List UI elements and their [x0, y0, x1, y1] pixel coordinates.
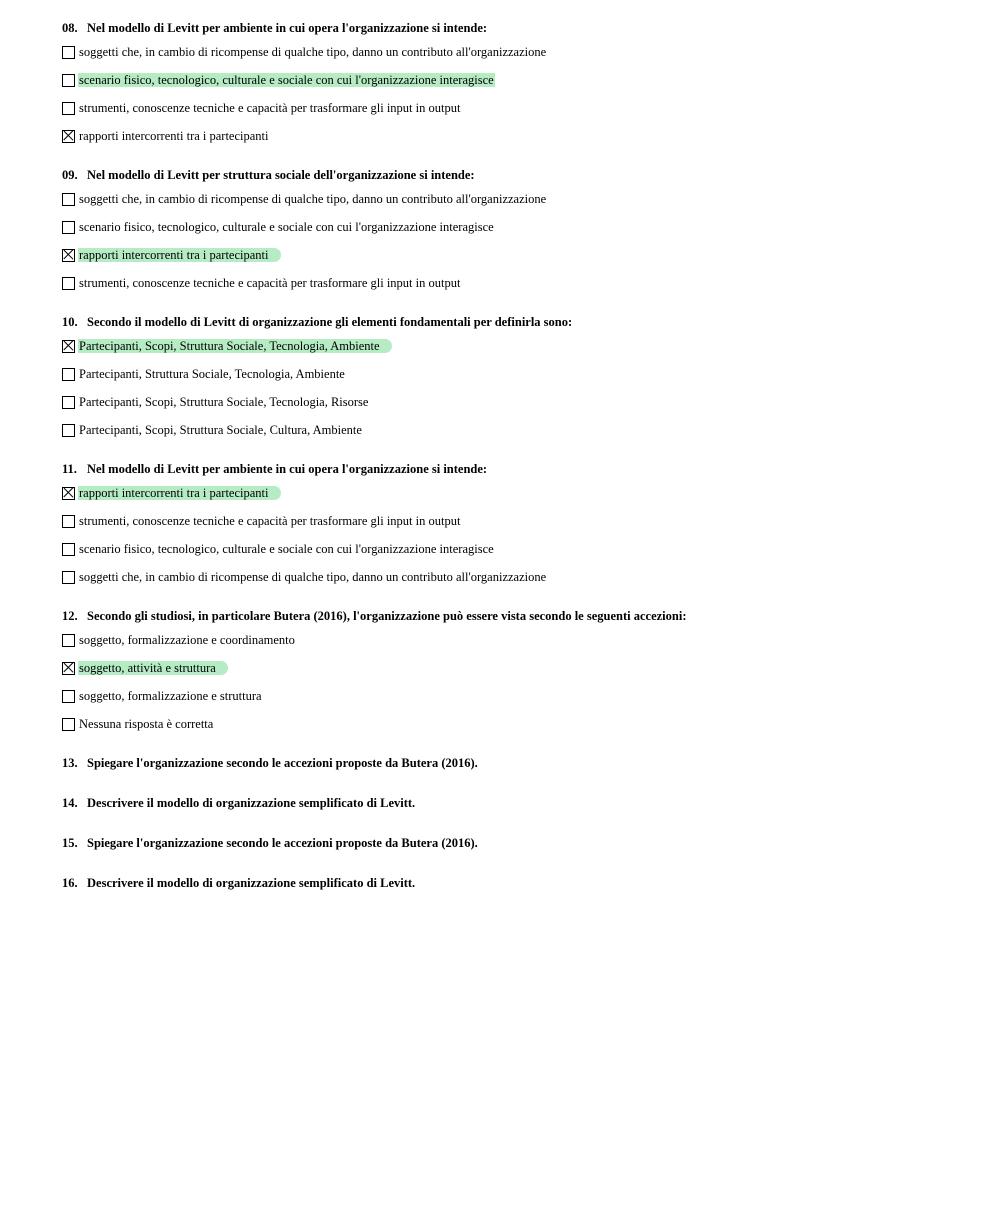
checkbox[interactable] — [62, 718, 75, 731]
question-title — [62, 20, 962, 36]
option-text: soggetto, formalizzazione e coordinamento — [79, 633, 295, 647]
answer-option[interactable] — [62, 332, 962, 360]
checkbox[interactable] — [62, 221, 75, 234]
checkbox[interactable] — [62, 571, 75, 584]
answer-option[interactable] — [62, 94, 962, 122]
checkbox[interactable] — [62, 46, 75, 59]
question-number: 12. — [62, 609, 78, 623]
question-text: Secondo il modello di Levitt di organizzazione gli elementi fondamentali per definirla sono: — [87, 315, 573, 329]
open-question-16 — [62, 875, 962, 891]
option-text-highlighted: soggetto, attività e struttura — [78, 661, 228, 675]
option-text: soggetti che, in cambio di ricompense di qualche tipo, danno un contributo all'organizzazione — [79, 570, 547, 584]
checkbox[interactable] — [62, 102, 75, 115]
checkbox[interactable] — [62, 396, 75, 409]
open-question-14 — [62, 795, 962, 811]
checkbox-checked[interactable] — [62, 130, 75, 143]
question-text: Nel modello di Levitt per ambiente in cui opera l'organizzazione si intende: — [87, 462, 488, 476]
question-number: 09. — [62, 168, 78, 182]
option-text: Partecipanti, Scopi, Struttura Sociale, Cultura, Ambiente — [79, 423, 362, 437]
checkbox[interactable] — [62, 74, 75, 87]
option-text: strumenti, conoscenze tecniche e capacità per trasformare gli input in output — [79, 514, 461, 528]
answer-option[interactable] — [62, 185, 962, 213]
option-text: soggetto, formalizzazione e struttura — [79, 689, 262, 703]
question-09 — [62, 167, 962, 297]
quiz-page — [62, 20, 962, 891]
checkbox[interactable] — [62, 543, 75, 556]
answer-option[interactable] — [62, 38, 962, 66]
checkbox-checked[interactable] — [62, 249, 75, 262]
checkbox[interactable] — [62, 690, 75, 703]
question-title — [62, 875, 962, 891]
answer-option[interactable] — [62, 213, 962, 241]
question-number: 11. — [62, 462, 77, 476]
option-text: rapporti intercorrenti tra i partecipanti — [79, 129, 269, 143]
question-text: Descrivere il modello di organizzazione semplificato di Levitt. — [87, 876, 416, 890]
question-08 — [62, 20, 962, 150]
question-number: 08. — [62, 21, 78, 35]
option-text-highlighted: rapporti intercorrenti tra i partecipanti — [78, 248, 281, 262]
answer-option[interactable] — [62, 360, 962, 388]
option-text: Partecipanti, Scopi, Struttura Sociale, Tecnologia, Risorse — [79, 395, 369, 409]
answer-option[interactable] — [62, 507, 962, 535]
option-text: soggetti che, in cambio di ricompense di qualche tipo, danno un contributo all'organizzazione — [79, 45, 547, 59]
option-text-highlighted: scenario fisico, tecnologico, culturale e sociale con cui l'organizzazione interagisce — [79, 73, 494, 87]
question-title — [62, 755, 962, 771]
checkbox[interactable] — [62, 424, 75, 437]
answer-option[interactable] — [62, 122, 962, 150]
option-text-highlighted: Partecipanti, Scopi, Struttura Sociale, Tecnologia, Ambiente — [78, 339, 392, 353]
answer-option[interactable] — [62, 416, 962, 444]
checkbox-checked[interactable] — [62, 662, 75, 675]
checkbox[interactable] — [62, 368, 75, 381]
checkbox[interactable] — [62, 277, 75, 290]
open-question-15 — [62, 835, 962, 851]
option-text: strumenti, conoscenze tecniche e capacità per trasformare gli input in output — [79, 276, 461, 290]
question-title — [62, 835, 962, 851]
option-text-highlighted: rapporti intercorrenti tra i partecipanti — [78, 486, 281, 500]
answer-option[interactable] — [62, 682, 962, 710]
question-number: 10. — [62, 315, 78, 329]
question-11 — [62, 461, 962, 591]
answer-option[interactable] — [62, 388, 962, 416]
question-text: Descrivere il modello di organizzazione semplificato di Levitt. — [87, 796, 416, 810]
question-number: 15. — [62, 836, 78, 850]
answer-option[interactable] — [62, 563, 962, 591]
option-text: Nessuna risposta è corretta — [79, 717, 214, 731]
answer-option[interactable] — [62, 241, 962, 269]
option-text: strumenti, conoscenze tecniche e capacità per trasformare gli input in output — [79, 101, 461, 115]
question-12 — [62, 608, 962, 738]
answer-option[interactable] — [62, 479, 962, 507]
checkbox-checked[interactable] — [62, 487, 75, 500]
question-text: Secondo gli studiosi, in particolare Butera (2016), l'organizzazione può essere vista secondo le seguenti accezioni: — [87, 609, 687, 623]
checkbox[interactable] — [62, 193, 75, 206]
question-title — [62, 795, 962, 811]
open-question-13 — [62, 755, 962, 771]
question-text: Spiegare l'organizzazione secondo le accezioni proposte da Butera (2016). — [87, 836, 478, 850]
question-title — [62, 314, 962, 330]
question-number: 13. — [62, 756, 78, 770]
answer-option[interactable] — [62, 654, 962, 682]
question-10 — [62, 314, 962, 444]
answer-option[interactable] — [62, 269, 962, 297]
answer-option[interactable] — [62, 626, 962, 654]
question-number: 14. — [62, 796, 78, 810]
question-text: Spiegare l'organizzazione secondo le accezioni proposte da Butera (2016). — [87, 756, 478, 770]
option-text: scenario fisico, tecnologico, culturale e sociale con cui l'organizzazione interagisce — [79, 542, 494, 556]
checkbox[interactable] — [62, 515, 75, 528]
question-text: Nel modello di Levitt per struttura sociale dell'organizzazione si intende: — [87, 168, 475, 182]
option-text: scenario fisico, tecnologico, culturale e sociale con cui l'organizzazione interagisce — [79, 220, 494, 234]
question-title — [62, 167, 962, 183]
option-text: Partecipanti, Struttura Sociale, Tecnologia, Ambiente — [79, 367, 345, 381]
answer-option[interactable] — [62, 66, 962, 94]
option-text: soggetti che, in cambio di ricompense di qualche tipo, danno un contributo all'organizzazione — [79, 192, 547, 206]
question-title — [62, 461, 962, 477]
question-title — [62, 608, 962, 624]
checkbox-checked[interactable] — [62, 340, 75, 353]
answer-option[interactable] — [62, 710, 962, 738]
question-text: Nel modello di Levitt per ambiente in cui opera l'organizzazione si intende: — [87, 21, 488, 35]
checkbox[interactable] — [62, 634, 75, 647]
question-number: 16. — [62, 876, 78, 890]
answer-option[interactable] — [62, 535, 962, 563]
